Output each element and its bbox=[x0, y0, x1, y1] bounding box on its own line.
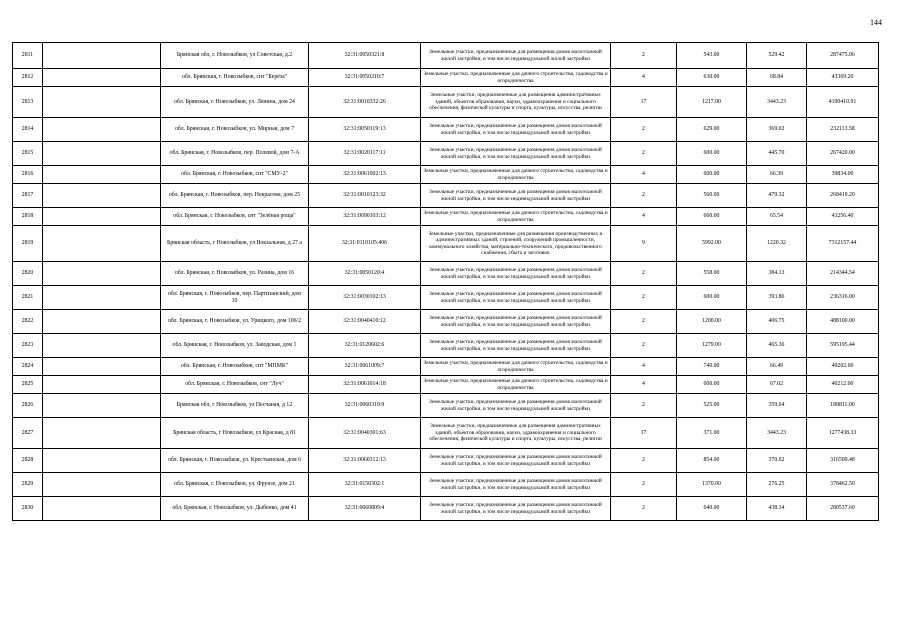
address-cell: обл. Брянская, г. Новозыбков, снт "Луч" bbox=[161, 376, 309, 394]
land-group-cell: 2 bbox=[611, 310, 677, 334]
land-group-cell: 2 bbox=[611, 118, 677, 142]
cadastral-value-cell: 316509.48 bbox=[807, 449, 879, 473]
cadastral-number-cell: 32:31:0061002:13 bbox=[309, 166, 421, 184]
land-purpose-cell: Земельные участки, предназначенные для размещения домов малоэтажной жилой застройки, в том числе индивидуальной жилой застройки bbox=[421, 497, 611, 521]
area-cell: 525.00 bbox=[677, 394, 747, 418]
unit-value-cell: 359.64 bbox=[747, 394, 807, 418]
cadastral-value-cell: 4190410.91 bbox=[807, 87, 879, 118]
unit-value-cell: 66.39 bbox=[747, 166, 807, 184]
unit-value-cell: 370.62 bbox=[747, 449, 807, 473]
empty-cell bbox=[43, 184, 161, 208]
address-cell: обл. Брянская, г. Новозыбков, снт "Зелёная роща" bbox=[161, 208, 309, 226]
cadastral-value-cell: 188811.00 bbox=[807, 394, 879, 418]
cadastral-number-cell: 32:31:0050321:8 bbox=[309, 43, 421, 69]
row-number-cell: 2826 bbox=[13, 394, 43, 418]
cadastral-number-cell: 32:31:0060312:13 bbox=[309, 449, 421, 473]
unit-value-cell: 465.36 bbox=[747, 334, 807, 358]
land-group-cell: 2 bbox=[611, 497, 677, 521]
area-cell: 5992.00 bbox=[677, 226, 747, 262]
empty-cell bbox=[43, 286, 161, 310]
empty-cell bbox=[43, 376, 161, 394]
cadastral-number-cell: 32:31:0090103:12 bbox=[309, 208, 421, 226]
cadastral-value-cell: 7312157.44 bbox=[807, 226, 879, 262]
empty-cell bbox=[43, 449, 161, 473]
unit-value-cell: 66.49 bbox=[747, 358, 807, 376]
area-cell: 629.00 bbox=[677, 118, 747, 142]
land-purpose-cell: Земельные участки, предназначенные для размещения домов малоэтажной жилой застройки, в том числе индивидуальной жилой застройки bbox=[421, 310, 611, 334]
cadastral-number-cell: 32:31:0050119:13 bbox=[309, 118, 421, 142]
land-group-cell: 2 bbox=[611, 286, 677, 310]
empty-cell bbox=[43, 497, 161, 521]
cadastral-value-cell: 378462.50 bbox=[807, 473, 879, 497]
table-row bbox=[13, 358, 879, 376]
land-group-cell: 2 bbox=[611, 184, 677, 208]
cadastral-number-cell: 32:31:0040410:12 bbox=[309, 310, 421, 334]
cadastral-value-cell: 43369.20 bbox=[807, 69, 879, 87]
land-purpose-cell: Земельные участки, предназначенные для размещения домов малоэтажной жилой застройки, в том числе индивидуальной жилой застройки bbox=[421, 43, 611, 69]
address-cell: обл. Брянская, г. Новозыбков, ул. Фрунзе, дом 21 bbox=[161, 473, 309, 497]
land-group-cell: 4 bbox=[611, 208, 677, 226]
land-group-cell: 2 bbox=[611, 449, 677, 473]
row-number-cell: 2817 bbox=[13, 184, 43, 208]
area-cell: 640.00 bbox=[677, 497, 747, 521]
cadastral-value-cell: 595195.44 bbox=[807, 334, 879, 358]
cadastral-number-cell: 32:31:0061014:18 bbox=[309, 376, 421, 394]
cadastral-value-cell: 268419.20 bbox=[807, 184, 879, 208]
table-row bbox=[13, 43, 879, 69]
empty-cell bbox=[43, 118, 161, 142]
cadastral-number-cell: 32:31:0010332:26 bbox=[309, 87, 421, 118]
address-cell: обл. Брянская, г. Новозыбков, снт "СМУ-2" bbox=[161, 166, 309, 184]
cadastral-value-cell: 280537.60 bbox=[807, 497, 879, 521]
cadastral-value-cell: 488100.00 bbox=[807, 310, 879, 334]
unit-value-cell: 479.32 bbox=[747, 184, 807, 208]
address-cell: обл. Брянская, г. Новозыбков, ул. Ленина, дом 24 bbox=[161, 87, 309, 118]
area-cell: 600.00 bbox=[677, 286, 747, 310]
cadastral-number-cell: 32:31:0110105:406 bbox=[309, 226, 421, 262]
cadastral-number-cell: 32:31:0050120:4 bbox=[309, 262, 421, 286]
cadastral-value-cell: 232113.58 bbox=[807, 118, 879, 142]
cadastral-number-cell: 32:31:0060809:4 bbox=[309, 497, 421, 521]
land-purpose-cell: Земельные участки, предназначенные для дачного строительства, садоводства и огородничества bbox=[421, 358, 611, 376]
row-number-cell: 2814 bbox=[13, 118, 43, 142]
empty-cell bbox=[43, 43, 161, 69]
table-row bbox=[13, 226, 879, 262]
row-number-cell: 2830 bbox=[13, 497, 43, 521]
address-cell: Брянская обл, г Новозыбков, ул Песчаная, д 12 bbox=[161, 394, 309, 418]
area-cell: 600.00 bbox=[677, 376, 747, 394]
cadastral-value-cell: 43256.40 bbox=[807, 208, 879, 226]
land-group-cell: 2 bbox=[611, 43, 677, 69]
row-number-cell: 2811 bbox=[13, 43, 43, 69]
area-cell: 1200.00 bbox=[677, 310, 747, 334]
table-row bbox=[13, 208, 879, 226]
area-cell: 543.00 bbox=[677, 43, 747, 69]
land-group-cell: 2 bbox=[611, 262, 677, 286]
land-group-cell: 4 bbox=[611, 376, 677, 394]
table-row bbox=[13, 310, 879, 334]
empty-cell bbox=[43, 334, 161, 358]
empty-cell bbox=[43, 358, 161, 376]
empty-cell bbox=[43, 418, 161, 449]
cadastral-value-cell: 214344.54 bbox=[807, 262, 879, 286]
land-purpose-cell: Земельные участки, предназначенные для дачного строительства, садоводства и огородничества bbox=[421, 166, 611, 184]
unit-value-cell: 369.02 bbox=[747, 118, 807, 142]
cadastral-number-cell: 32:31:0120602:6 bbox=[309, 334, 421, 358]
row-number-cell: 2812 bbox=[13, 69, 43, 87]
address-cell: обл. Брянская, г. Новозыбков, снт "Берёза" bbox=[161, 69, 309, 87]
cadastral-value-cell: 267420.00 bbox=[807, 142, 879, 166]
land-purpose-cell: Земельные участки, предназначенные для размещения административных зданий, объектов образования, науки, здравоохранения и социального обеспечения, физической культуры и спорта, культуры, искусства, религии bbox=[421, 418, 611, 449]
empty-cell bbox=[43, 310, 161, 334]
row-number-cell: 2828 bbox=[13, 449, 43, 473]
unit-value-cell: 384.13 bbox=[747, 262, 807, 286]
land-group-cell: 2 bbox=[611, 142, 677, 166]
empty-cell bbox=[43, 87, 161, 118]
area-cell: 660.00 bbox=[677, 208, 747, 226]
table-row bbox=[13, 286, 879, 310]
page-number: 144 bbox=[870, 18, 882, 27]
cadastral-number-cell: 32:31:0040301:63 bbox=[309, 418, 421, 449]
table-row bbox=[13, 166, 879, 184]
address-cell: обл. Брянская, г. Новозыбков, ул. Разина, дом 16 bbox=[161, 262, 309, 286]
row-number-cell: 2813 bbox=[13, 87, 43, 118]
land-purpose-cell: Земельные участки, предназначенные для размещения домов малоэтажной жилой застройки, в том числе индивидуальной жилой застройки bbox=[421, 286, 611, 310]
unit-value-cell: 393.86 bbox=[747, 286, 807, 310]
unit-value-cell: 438.34 bbox=[747, 497, 807, 521]
land-group-cell: 17 bbox=[611, 418, 677, 449]
empty-cell bbox=[43, 69, 161, 87]
table-row bbox=[13, 418, 879, 449]
address-cell: обл. Брянская, г. Новозыбков, снт "МПМК" bbox=[161, 358, 309, 376]
land-group-cell: 2 bbox=[611, 473, 677, 497]
cadastral-value-cell: 39834.00 bbox=[807, 166, 879, 184]
table-row bbox=[13, 184, 879, 208]
unit-value-cell: 276.25 bbox=[747, 473, 807, 497]
address-cell: Брянская обл, г. Новозыбков, ул Советская, д.2 bbox=[161, 43, 309, 69]
cadastral-value-cell: 236316.00 bbox=[807, 286, 879, 310]
area-cell: 740.00 bbox=[677, 358, 747, 376]
cadastral-number-cell: 32:31:0030102:13 bbox=[309, 286, 421, 310]
table-row bbox=[13, 142, 879, 166]
address-cell: Брянская область, г Новозыбков, ул Красная, д 81 bbox=[161, 418, 309, 449]
address-cell: обл. Брянская, г. Новозыбков, ул. Мирная, дом 7 bbox=[161, 118, 309, 142]
table-body bbox=[13, 43, 879, 521]
land-group-cell: 17 bbox=[611, 87, 677, 118]
area-cell: 854.00 bbox=[677, 449, 747, 473]
unit-value-cell: 529.42 bbox=[747, 43, 807, 69]
area-cell: 630.00 bbox=[677, 69, 747, 87]
address-cell: обл. Брянская, г. Новозыбков, ул. Урицкого, дом 106/2 bbox=[161, 310, 309, 334]
table-row bbox=[13, 394, 879, 418]
table-row bbox=[13, 473, 879, 497]
land-group-cell: 4 bbox=[611, 358, 677, 376]
row-number-cell: 2822 bbox=[13, 310, 43, 334]
address-cell: Брянская область, г Новозыбков, ул Вокзальная, д 27 а bbox=[161, 226, 309, 262]
land-group-cell: 2 bbox=[611, 394, 677, 418]
area-cell: 560.00 bbox=[677, 184, 747, 208]
row-number-cell: 2827 bbox=[13, 418, 43, 449]
unit-value-cell: 406.75 bbox=[747, 310, 807, 334]
empty-cell bbox=[43, 166, 161, 184]
empty-cell bbox=[43, 262, 161, 286]
table-row bbox=[13, 376, 879, 394]
area-cell: 371.00 bbox=[677, 418, 747, 449]
land-group-cell: 2 bbox=[611, 334, 677, 358]
row-number-cell: 2820 bbox=[13, 262, 43, 286]
land-purpose-cell: Земельные участки, предназначенные для размещения домов малоэтажной жилой застройки, в том числе индивидуальной жилой застройки bbox=[421, 394, 611, 418]
address-cell: обл. Брянская, г. Новозыбков, ул. Дыбенко, дом 41 bbox=[161, 497, 309, 521]
empty-cell bbox=[43, 142, 161, 166]
row-number-cell: 2815 bbox=[13, 142, 43, 166]
table-row bbox=[13, 118, 879, 142]
land-group-cell: 4 bbox=[611, 166, 677, 184]
land-purpose-cell: Земельные участки, предназначенные для размещения домов малоэтажной жилой застройки, в том числе индивидуальной жилой застройки bbox=[421, 449, 611, 473]
empty-cell bbox=[43, 208, 161, 226]
cadastral-number-cell: 32:31:0050210:7 bbox=[309, 69, 421, 87]
table-row bbox=[13, 69, 879, 87]
row-number-cell: 2821 bbox=[13, 286, 43, 310]
empty-cell bbox=[43, 226, 161, 262]
empty-cell bbox=[43, 394, 161, 418]
land-purpose-cell: Земельные участки, предназначенные для дачного строительства, садоводства и огородничества bbox=[421, 376, 611, 394]
cadastral-value-cell: 40212.00 bbox=[807, 376, 879, 394]
unit-value-cell: 68.84 bbox=[747, 69, 807, 87]
area-cell: 558.00 bbox=[677, 262, 747, 286]
unit-value-cell: 445.70 bbox=[747, 142, 807, 166]
unit-value-cell: 65.54 bbox=[747, 208, 807, 226]
cadastral-number-cell: 32:31:0150302:1 bbox=[309, 473, 421, 497]
row-number-cell: 2825 bbox=[13, 376, 43, 394]
area-cell: 1217.00 bbox=[677, 87, 747, 118]
area-cell: 1279.00 bbox=[677, 334, 747, 358]
address-cell: обл. Брянская, г. Новозыбков, ул. Заводская, дом 1 bbox=[161, 334, 309, 358]
address-cell: обл. Брянская, г. Новозыбков, пер. Партизанский, дом 10 bbox=[161, 286, 309, 310]
land-purpose-cell: Земельные участки, предназначенные для размещения домов малоэтажной жилой застройки, в том числе индивидуальной жилой застройки bbox=[421, 184, 611, 208]
land-purpose-cell: Земельные участки, предназначенные для размещения домов малоэтажной жилой застройки, в том числе индивидуальной жилой застройки bbox=[421, 142, 611, 166]
address-cell: обл. Брянская, г. Новозыбков, ул. Крестьянская, дом 6 bbox=[161, 449, 309, 473]
row-number-cell: 2824 bbox=[13, 358, 43, 376]
table-row bbox=[13, 334, 879, 358]
area-cell: 600.00 bbox=[677, 166, 747, 184]
land-purpose-cell: Земельные участки, предназначенные для размещения административных зданий, объектов образования, науки, здравоохранения и социального обеспечения, физической культуры и спорта, культуры, искусства, религии bbox=[421, 87, 611, 118]
empty-cell bbox=[43, 473, 161, 497]
unit-value-cell: 3443.23 bbox=[747, 418, 807, 449]
area-cell: 600.00 bbox=[677, 142, 747, 166]
cadastral-value-table bbox=[12, 42, 879, 521]
land-purpose-cell: Земельные участки, предназначенные для размещения домов малоэтажной жилой застройки, в том числе индивидуальной жилой застройки bbox=[421, 262, 611, 286]
table-row bbox=[13, 449, 879, 473]
address-cell: обл. Брянская, г. Новозыбков, пер. Некрасова, дом 25 bbox=[161, 184, 309, 208]
cadastral-value-cell: 49202.60 bbox=[807, 358, 879, 376]
land-purpose-cell: Земельные участки, предназначенные для размещения домов малоэтажной жилой застройки, в том числе индивидуальной жилой застройки bbox=[421, 118, 611, 142]
land-purpose-cell: Земельные участки, предназначенные для дачного строительства, садоводства и огородничества bbox=[421, 208, 611, 226]
unit-value-cell: 1220.32 bbox=[747, 226, 807, 262]
row-number-cell: 2818 bbox=[13, 208, 43, 226]
row-number-cell: 2816 bbox=[13, 166, 43, 184]
land-purpose-cell: Земельные участки, предназначенные для размещения домов малоэтажной жилой застройки, в том числе индивидуальной жилой застройки bbox=[421, 473, 611, 497]
table-row bbox=[13, 497, 879, 521]
cadastral-number-cell: 32:31:0020117:11 bbox=[309, 142, 421, 166]
cadastral-value-cell: 1277438.33 bbox=[807, 418, 879, 449]
table-row bbox=[13, 87, 879, 118]
unit-value-cell: 3443.23 bbox=[747, 87, 807, 118]
row-number-cell: 2819 bbox=[13, 226, 43, 262]
land-group-cell: 9 bbox=[611, 226, 677, 262]
row-number-cell: 2829 bbox=[13, 473, 43, 497]
cadastral-number-cell: 32:31:0010123:32 bbox=[309, 184, 421, 208]
cadastral-number-cell: 32:31:0060310:9 bbox=[309, 394, 421, 418]
land-purpose-cell: Земельные участки, предназначенные для размещения домов малоэтажной жилой застройки, в том числе индивидуальной жилой застройки bbox=[421, 334, 611, 358]
unit-value-cell: 67.02 bbox=[747, 376, 807, 394]
row-number-cell: 2823 bbox=[13, 334, 43, 358]
cadastral-value-cell: 287475.06 bbox=[807, 43, 879, 69]
table-row bbox=[13, 262, 879, 286]
land-purpose-cell: Земельные участки, предназначенные для размещения производственных и административных зданий, строений, сооружений промышленности, коммунального хозяйства, материально-технического, продовольственного снабжения, сбыта и заготовок bbox=[421, 226, 611, 262]
cadastral-number-cell: 32:31:0061009:7 bbox=[309, 358, 421, 376]
land-purpose-cell: Земельные участки, предназначенные для дачного строительства, садоводства и огородничества bbox=[421, 69, 611, 87]
area-cell: 1370.00 bbox=[677, 473, 747, 497]
address-cell: обл. Брянская, г. Новозыбков, пер. Полевой, дом 7-А bbox=[161, 142, 309, 166]
land-group-cell: 4 bbox=[611, 69, 677, 87]
